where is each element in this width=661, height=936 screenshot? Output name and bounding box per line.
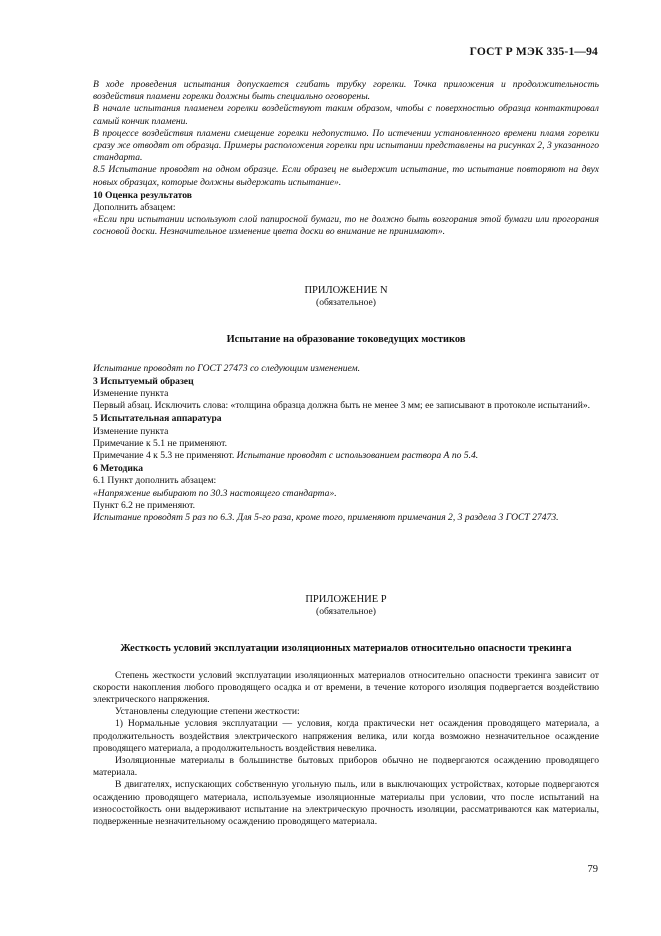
paragraph: Примечание к 5.1 не применяют. [93, 437, 228, 449]
appendix-status: (обязательное) [316, 297, 376, 309]
top-section [93, 79, 599, 239]
section-heading: 6 Методика [93, 463, 144, 475]
paragraph: «Напряжение выбирают по 30.3 настоящего стандарта». [93, 487, 337, 499]
paragraph: 8.5 Испытание проводят на одном образце. Если образец не выдержит испытание, то испытание повторяют на двух новых образцах, которые должны выдержать испытание». [93, 164, 599, 188]
appendix-p [93, 594, 599, 828]
page-number: 79 [587, 864, 598, 875]
paragraph: Изоляционные материалы в большинстве бытовых приборов обычно не подвергаются осаждению проводящего материала. [93, 755, 599, 779]
paragraph: В ходе проведения испытания допускается сгибать трубку горелки. Точка приложения и продолжительность воздействия пламени горелки должны быть специально оговорены. [93, 79, 599, 103]
paragraph: 1) Нормальные условия эксплуатации — условия, когда практически нет осаждения проводящего материала, а продолжительность воздействия электрического напряжения велика, или когда возможно незначительное осаждение проводящего материала, а продолжительность воздействия невелика. [93, 718, 599, 754]
paragraph: Изменение пункта [93, 388, 169, 400]
appendix-n [93, 285, 599, 524]
paragraph: Пункт 6.2 не применяют. [93, 499, 196, 511]
section-heading: 3 Испытуемый образец [93, 375, 194, 387]
appendix-title: Жесткость условий эксплуатации изоляционных материалов относительно опасности трекинга [120, 643, 572, 655]
appendix-label: ПРИЛОЖЕНИЕ Р [305, 594, 387, 605]
paragraph: Установлены следующие степени жесткости: [115, 706, 300, 718]
paragraph: В процессе воздействия пламени смещение горелки недопустимо. По истечении установленного времени пламя горелки сразу же отводят от образца. Примеры расположения горелки при испытании представлены на рисунках 2, 3 указанного стандарта. [93, 127, 599, 164]
section-heading: 10 Оценка результатов [93, 189, 192, 201]
appendix-label: ПРИЛОЖЕНИЕ N [304, 285, 388, 296]
paragraph [93, 450, 599, 462]
paragraph: 6.1 Пункт дополнить абзацем: [93, 475, 217, 487]
paragraph: Первый абзац. Исключить слова: «толщина образца должна быть не менее 3 мм; ее записывают в протоколе испытаний». [93, 400, 591, 412]
paragraph: Испытание проводят по ГОСТ 27473 со следующим изменением. [93, 362, 361, 374]
paragraph: Испытание проводят 5 раз по 6.3. Для 5-го раза, кроме того, применяют примечания 2, 3 раздела 3 ГОСТ 27473. [93, 512, 559, 524]
appendix-title: Испытание на образование токоведущих мостиков [226, 334, 466, 346]
paragraph: Изменение пункта [93, 425, 169, 437]
paragraph: «Если при испытании используют слой папиросной бумаги, то не должно быть возгорания этой бумаги или прогорания сосновой доски. Незначительное изменение цвета доски во внимание не принимают». [93, 214, 599, 238]
paragraph: Дополнить абзацем: [93, 202, 176, 214]
appendix-status: (обязательное) [316, 606, 376, 618]
document-header: ГОСТ Р МЭК 335-1—94 [469, 46, 598, 58]
paragraph: Степень жесткости условий эксплуатации изоляционных материалов относительно опасности трекинга зависит от скорости накопления любого проводящего осадка и от времени, в течение которого изоляция подвергается воздействию электрического напряжения. [93, 669, 599, 706]
text-run: Испытание проводят с использованием раствора А по 5.4. [236, 450, 479, 462]
section-heading: 5 Испытательная аппаратура [93, 413, 222, 425]
text-run: Примечание 4 к 5.3 не применяют. [93, 450, 237, 462]
paragraph: В начале испытания пламенем горелки воздействуют таким образом, чтобы с поверхностью образца контактировал самый кончик пламени. [93, 103, 599, 127]
paragraph: В двигателях, испускающих собственную угольную пыль, или в выключающих устройствах, которые подвергаются осаждению проводящего материала, используемые изоляционные материалы при условии, что после испытаний на износостойкость они выдерживают испытание на электрическую прочность изоляции, рассматриваются как материалы, подверженные незначительному осаждению проводящего материала. [93, 779, 599, 828]
